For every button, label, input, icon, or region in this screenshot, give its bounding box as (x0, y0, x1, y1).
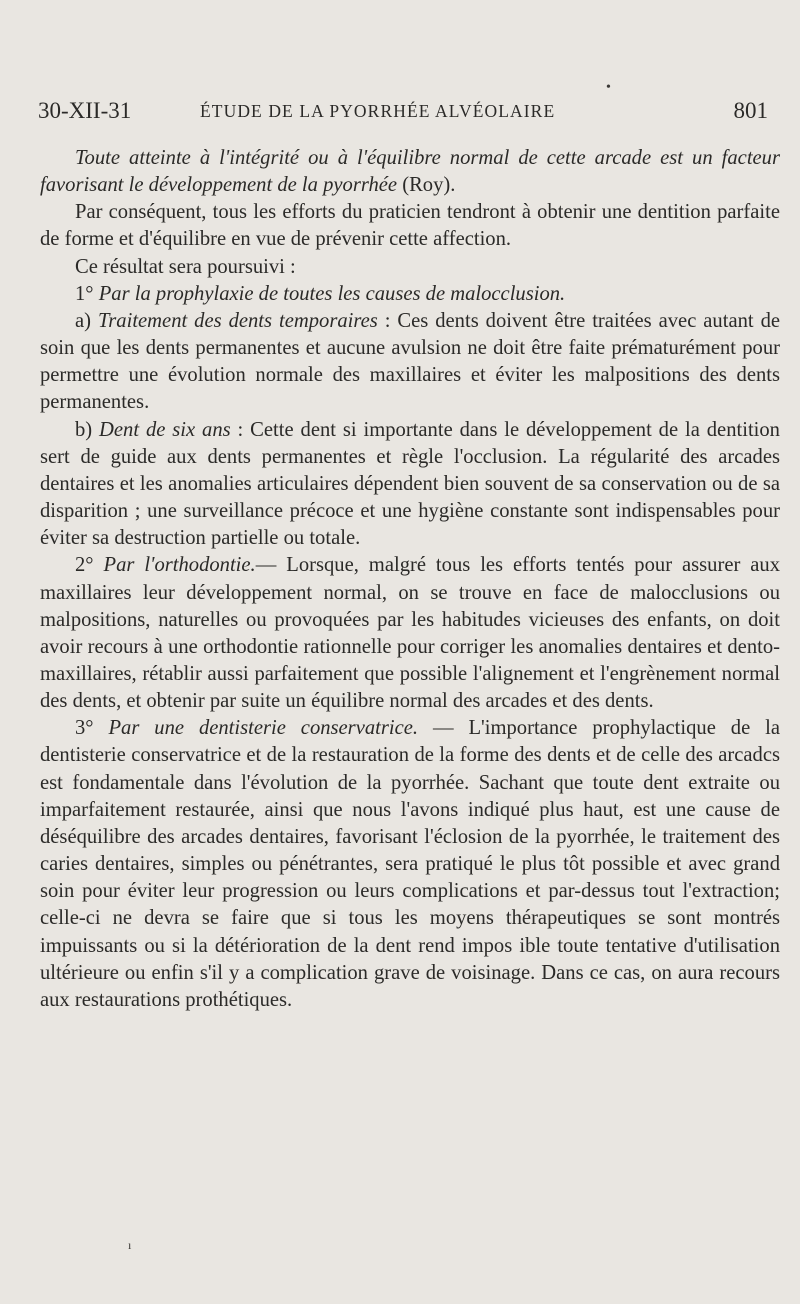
paragraph-a (40, 308, 780, 417)
section-3 (40, 715, 780, 1014)
plain-text: : Cette dent si importante dans le développement de la dentition sert de guide aux dents permanentes et règle l'occlusion. La régularité des arcades dentaires et les anomalies articulaires dépendent bien souvent de sa conservation ou de sa disparition ; une surveillance précoce et une hygiène constante sont indispensables pour éviter sa destruction partielle ou totale. (40, 418, 780, 550)
italic-text: Dent de six ans (99, 418, 231, 441)
section-number: 1° (75, 282, 99, 305)
ink-speck: ı (128, 1238, 132, 1252)
header-running-title: ÉTUDE DE LA PYORRHÉE ALVÉOLAIRE (200, 101, 556, 121)
plain-text: Par conséquent, tous les efforts du praticien tendront à obtenir une dentition parfaite de forme et d'équilibre en vue de prévenir cette affection. (40, 201, 780, 251)
item-letter: a) (75, 309, 98, 332)
section-heading-1 (40, 281, 780, 308)
section-number: 3° (75, 717, 109, 740)
plain-text: : Ces dents doivent être traitées avec autant de soin que les dents permanentes et aucune avulsion ne doit être faite prématurément pour permettre une évolution normale des maxillaires et éviter les malpositions des dents permanentes. (40, 309, 781, 414)
plain-text: — L'importance prophylactique de la dentisterie conservatrice et de la restauration de la forme des dents et de celle des arcadcs est fondamentale dans l'évolution de la pyorrhée. Sachant que toute dent extraite ou imparfaitement restaurée, ainsi que nous l'avons indiqué plus haut, est une cause de déséquilibre des arcades dentaires, favorisant l'éclosion de la pyorrhée, le traitement des caries dentaires, simples ou pénétrantes, sera pratiqué le plus tôt possible et avec grand soin pour éviter leur progression ou leurs complications et par-dessus tout l'extraction; celle-ci ne devra se faire que si tous les moyens thérapeutiques se sont montrés impuissants ou si la détérioration de la dent rend impos ible toute tentative d'utilisation ultérieure ou enfin s'il y a complication grave de voisinage. Dans ce cas, on aura recours aux restaurations prothétiques. (40, 717, 780, 1011)
paragraph (40, 254, 780, 281)
ink-speck: • (606, 80, 611, 95)
header-date: 30-XII-31 (38, 98, 132, 123)
page-number: 801 (733, 98, 768, 123)
italic-text: Toute atteinte à l'intégrité ou à l'équilibre normal de cette arcade est un facteur favorisant le développement de la pyorrhée (40, 147, 780, 197)
paragraph (40, 199, 780, 253)
paragraph-b (40, 417, 780, 553)
item-letter: b) (75, 418, 100, 441)
section-2 (40, 552, 780, 715)
paragraph-quote (40, 145, 780, 199)
section-number: 2° (75, 554, 104, 577)
italic-text: Par une dentisterie conservatrice. (108, 717, 419, 740)
plain-text: Ce résultat sera poursuivi : (75, 255, 296, 278)
plain-text: — Lorsque, malgré tous les efforts tentés pour assurer aux maxillaires leur développement normal, on se trouve en face de malocclusions ou malpositions, naturelles ou provoquées par les habitudes vicieuses des enfants, on doit avoir recours à une orthodontie rationnelle pour corriger les anomalies dentaires et dento-maxillaires, rétablir aussi parfaitement que possible l'alignement et l'engrènement normal des dents, et obtenir par suite un équilibre normal des arcades et des dents. (40, 554, 780, 713)
italic-text: Traitement des dents temporaires (97, 309, 378, 332)
running-header (38, 98, 768, 128)
plain-text: (Roy). (397, 174, 456, 197)
italic-text: Par l'orthodontie. (103, 554, 256, 577)
body-text (40, 145, 780, 1014)
italic-text: Par la prophylaxie de toutes les causes de malocclusion. (98, 282, 566, 305)
